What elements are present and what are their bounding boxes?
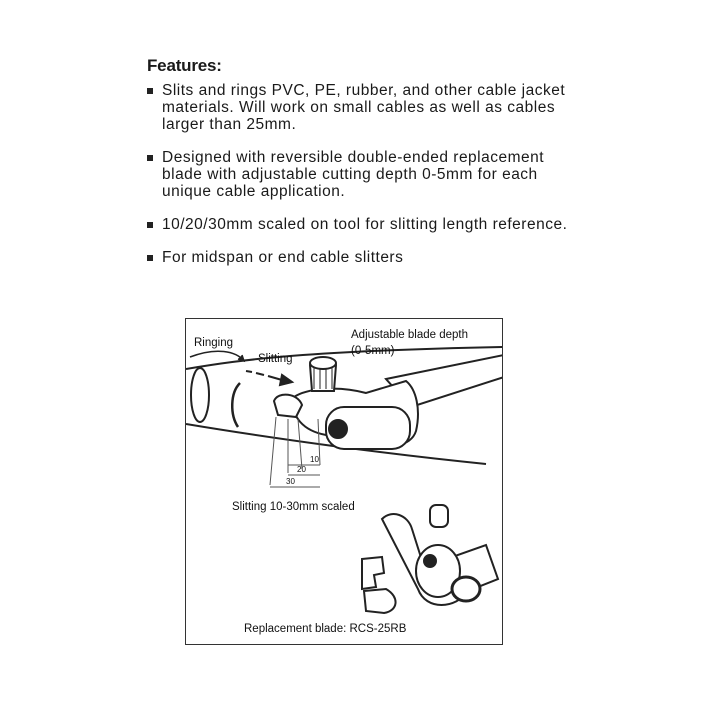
- scale-20-label: 20: [297, 465, 306, 474]
- blade-depth-range: (0-5mm): [351, 345, 395, 357]
- bullet-icon: [147, 88, 153, 94]
- slitting-scale-label: Slitting 10-30mm scaled: [232, 501, 355, 513]
- ringing-label: Ringing: [194, 337, 233, 349]
- bullet-icon: [147, 255, 153, 261]
- cable-slitter-tool: [274, 355, 503, 449]
- tool-illustration: [185, 318, 503, 645]
- tool-drawing: [186, 319, 503, 645]
- feature-text: 10/20/30mm scaled on tool for slitting length reference.: [162, 216, 568, 233]
- feature-text: Designed with reversible double-ended replacement blade with adjustable cutting depth 0-5mm for each unique cable application.: [162, 149, 545, 200]
- feature-item: [147, 249, 577, 266]
- feature-item: [147, 149, 577, 200]
- feature-text: Slits and rings PVC, PE, rubber, and other cable jacket materials. Will work on small cables as well as cables larger than 25mm.: [162, 82, 566, 133]
- features-list: [147, 82, 577, 282]
- slitting-arrow-icon: [246, 371, 292, 385]
- feature-text: For midspan or end cable slitters: [162, 249, 404, 266]
- tool-side-view: [382, 505, 498, 605]
- bullet-icon: [147, 222, 153, 228]
- replacement-blade-label: Replacement blade: RCS-25RB: [244, 623, 407, 635]
- ringing-arrow-icon: [190, 351, 244, 361]
- features-heading: Features:: [147, 56, 222, 75]
- slitting-label: Slitting: [258, 353, 293, 365]
- feature-item: [147, 82, 577, 133]
- blade-depth-label: Adjustable blade depth: [351, 329, 469, 341]
- scale-10-label: 10: [310, 455, 319, 464]
- bullet-icon: [147, 155, 153, 161]
- scale-30-label: 30: [286, 477, 295, 486]
- replacement-blade-icon: [362, 557, 396, 613]
- feature-item: [147, 216, 577, 233]
